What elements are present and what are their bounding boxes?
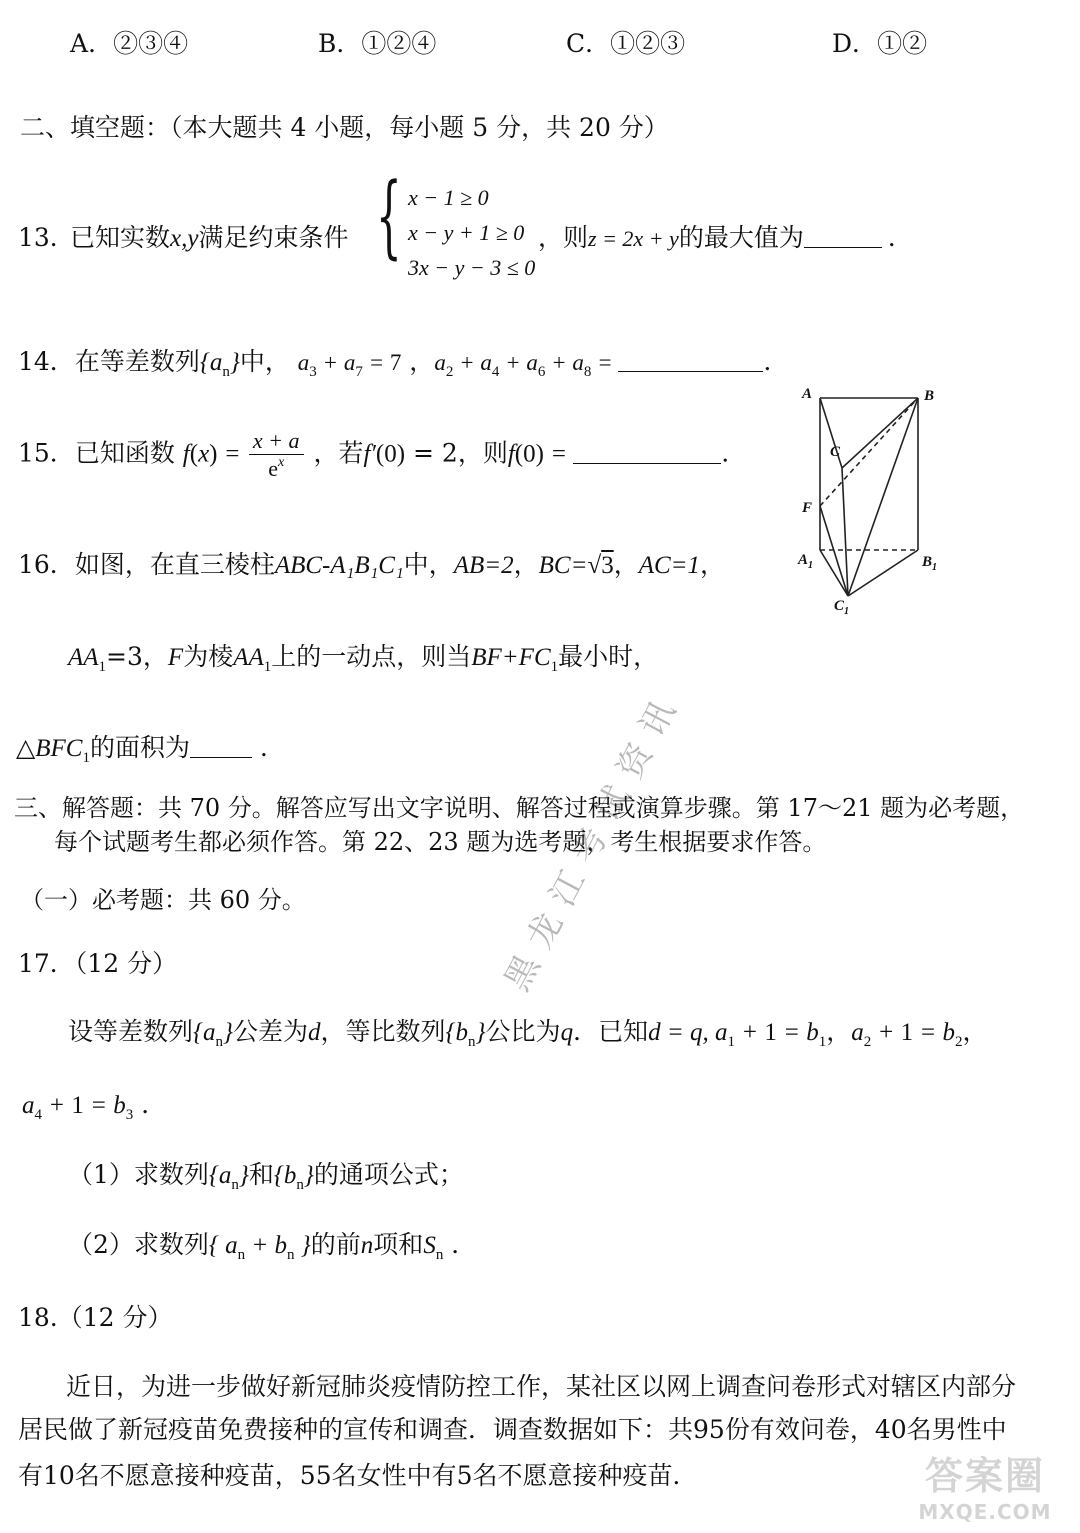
q13-number: 13．: [18, 223, 75, 252]
q13-constraints: [408, 180, 535, 285]
q18-line2: 居民做了新冠疫苗免费接种的宣传和调查．调查数据如下：共95份有效问卷，40名男性中: [18, 1415, 1007, 1444]
constraint-2: x − y + 1 ≥ 0: [408, 220, 525, 245]
q17-part1: （1）求数列$\{a_n\}$和$\{b_n\}$的通项公式；: [68, 1160, 464, 1193]
option-d: D．①②: [832, 29, 928, 58]
question-16-line2: $AA_1=3$，F为棱$AA_1$上的一动点，则当$BF+FC_1$最小时，: [68, 642, 659, 675]
q18-line3: 有10名不愿意接种疫苗，55名女性中有5名不愿意接种疫苗．: [18, 1461, 698, 1490]
question-16-line1: 16．如图，在直三棱柱ABC-A₁B₁C₁中，AB=2，BC=√3，AC=1，: [18, 550, 726, 579]
q17-part2: （2）求数列{ $a_n + b_n$ }的前n项和$S_n$ ．: [68, 1230, 477, 1263]
label-b: B: [924, 388, 935, 404]
label-b1: $B_1$: [922, 554, 938, 573]
q15-fraction: $\frac{x + a}{e^x}$: [249, 428, 304, 482]
label-f: F: [802, 500, 813, 516]
corner-logo: [905, 1445, 1065, 1524]
question-16-line3: $\triangle BFC_1$的面积为 ．: [16, 733, 285, 766]
constraint-1: x − 1 ≥ 0: [408, 185, 489, 210]
q18-title: 18.（12 分）: [18, 1303, 173, 1332]
option-a: A．②③④: [70, 29, 189, 58]
q13-text: 已知实数x,y满足约束条件: [70, 223, 349, 252]
section2-heading: 二、填空题：（本大题共 4 小题，每小题 5 分，共 20 分）: [20, 113, 669, 142]
q16-answer-blank[interactable]: [190, 735, 252, 758]
section3-heading-line1: 三、解答题：共 70 分。解答应写出文字说明、解答过程或演算步骤。第 17～21 题为必考题，: [14, 794, 1025, 822]
required-heading: （一）必考题：共 60 分。: [20, 886, 306, 914]
question-15: 15．已知函数 f(x) = $\frac{x + a}{e^x}$ ，若f′(0) = 2，则f(0) = ．: [18, 428, 747, 481]
logo-url: MXQE.COM: [918, 1500, 1052, 1524]
question-14: 14．在等差数列$\{a_n\}$中， $a_3 + a_7 = 7$ ，$a_2 + a_4 + a_6 + a_8$ = ．: [18, 347, 789, 380]
label-a: A: [802, 386, 813, 402]
q13-tail: ，则z = 2x + y的最大值为 ．: [538, 223, 913, 252]
label-c1: $C_1$: [834, 598, 850, 617]
q17-title: 17．（12 分）: [18, 949, 178, 978]
option-c: C．①②③: [566, 29, 686, 58]
watermark-text: 黑龙江考试资讯: [497, 682, 691, 998]
q18-line1: 近日，为进一步做好新冠肺炎疫情防控工作，某社区以网上调查问卷形式对辖区内部分: [66, 1372, 1017, 1401]
q15-answer-blank[interactable]: [573, 441, 721, 464]
q17-intro: 设等差数列$\{a_n\}$公差为d，等比数列$\{b_n\}$公比为q．已知d = q, $a_1 + 1 = b_1$，$a_2 + 1 = b_2$，: [68, 1017, 988, 1050]
q14-answer-blank[interactable]: [618, 349, 763, 372]
option-b: B．①②④: [318, 29, 437, 58]
prism-figure: [790, 378, 950, 618]
constraint-3: 3x − y − 3 ≤ 0: [408, 255, 536, 280]
q13-answer-blank[interactable]: [804, 225, 882, 248]
logo-text: 答案圈: [924, 1454, 1045, 1498]
q17-intro-cont: $a_4 + 1 = b_3$ ．: [22, 1090, 167, 1123]
q13-brace: {: [376, 164, 402, 269]
label-c: C: [830, 444, 841, 460]
label-a1: $A_1$: [798, 552, 814, 571]
section3-heading-line2: 每个试题考生都必须作答。第 22、23 题为选考题，考生根据要求作答。: [54, 828, 827, 856]
